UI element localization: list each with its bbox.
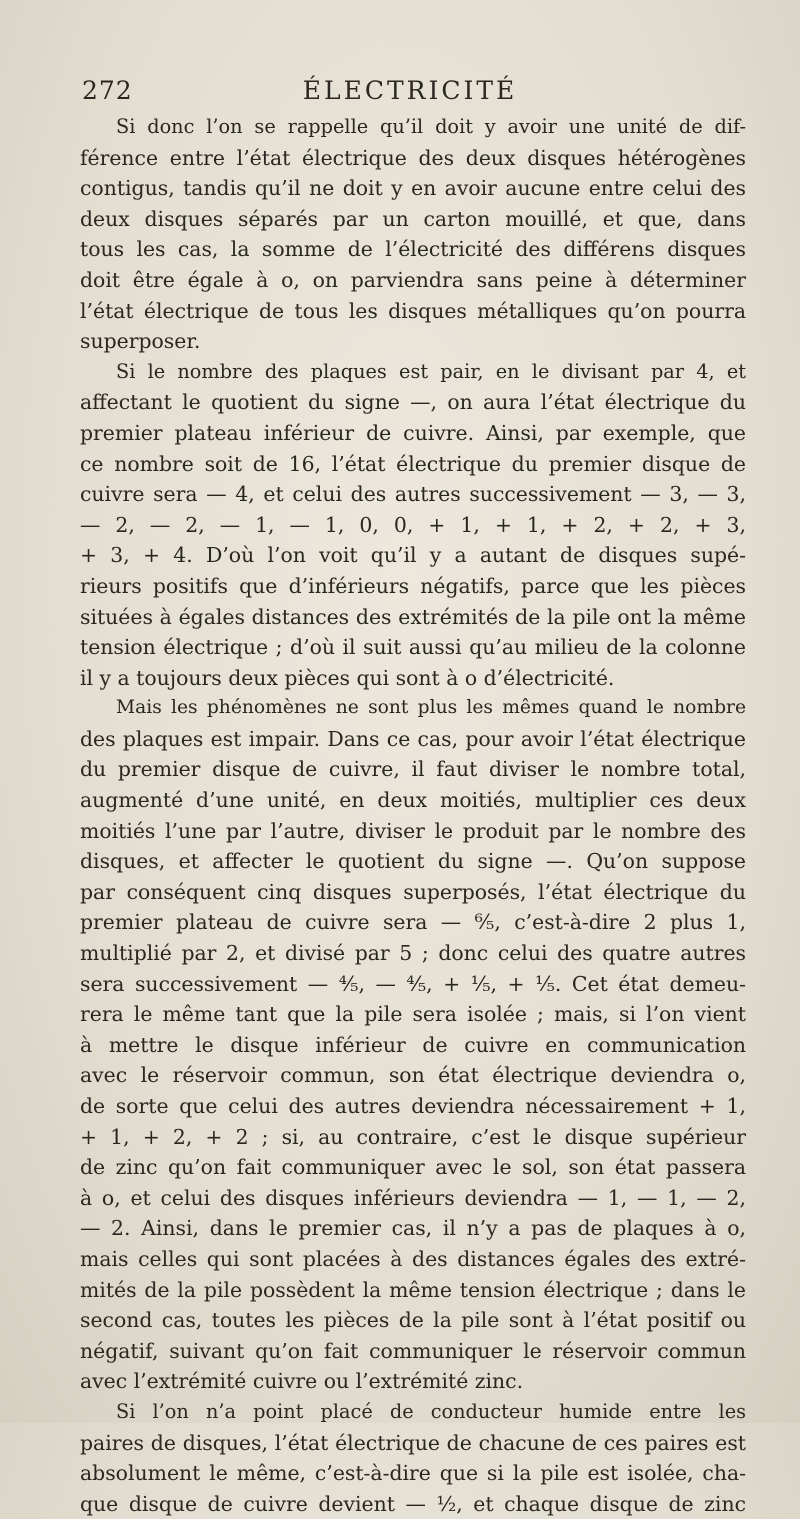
text-line: cuivre sera — 4, et celui des autres successivement — 3, — 3, — [80, 482, 746, 507]
text-line: premier plateau de cuivre sera — ⁶⁄₅, c’est-à-dire 2 plus 1, — [80, 910, 746, 935]
paragraph-1 — [80, 112, 746, 357]
text-line: premier plateau inférieur de cuivre. Ainsi, par exemple, que — [80, 420, 746, 445]
text-line: moitiés l’une par l’autre, diviser le produit par le nombre des — [80, 818, 746, 843]
text-line: + 3, + 4. D’où l’on voit qu’il y a autant de disques supé- — [80, 543, 746, 568]
text-line: que disque de cuivre devient — ½, et chaque disque de zinc — [80, 1491, 746, 1516]
text-line: de zinc qu’on fait communiquer avec le sol, son état passera — [80, 1155, 746, 1180]
text-line: de sorte que celui des autres deviendra nécessairement + 1, — [80, 1094, 746, 1118]
text-line: avec l’extrémité cuivre ou l’extrémité zinc. — [80, 1369, 524, 1394]
text-line: négatif, suivant qu’on fait communiquer le réservoir commun — [80, 1338, 746, 1363]
text-line: absolument le même, c’est-à-dire que si la pile est isolée, cha- — [80, 1461, 746, 1486]
text-line: Si donc l’on se rappelle qu’il doit y avoir une unité de dif- — [116, 115, 746, 138]
text-line: disques, et affecter le quotient du signe —. Qu’on suppose — [80, 849, 746, 874]
text-line: mais celles qui sont placées à des distances égales des extré- — [80, 1246, 746, 1271]
text-line: doit être égale à o, on parviendra sans peine à déterminer — [80, 267, 746, 292]
text-line: du premier disque de cuivre, il faut diviser le nombre total, — [80, 757, 746, 782]
text-line: situées à égales distances des extrémités de la pile ont la même — [80, 604, 746, 629]
paragraph-2 — [80, 357, 746, 694]
running-title: ÉLECTRICITÉ — [302, 76, 518, 105]
text-line: tension électrique ; d’où il suit aussi qu’au milieu de la colonne — [80, 635, 746, 660]
text-line: rieurs positifs que d’inférieurs négatifs, parce que les pièces — [80, 573, 746, 598]
text-line: il y a toujours deux pièces qui sont à o d’électricité. — [80, 665, 615, 690]
text-line: superposer. — [80, 329, 201, 354]
text-line: deux disques séparés par un carton mouillé, et que, dans — [80, 206, 746, 231]
text-line: + 1, + 2, + 2 ; si, au contraire, c’est le disque supérieur — [80, 1124, 746, 1149]
text-line: mités de la pile possèdent la même tension électrique ; dans le — [80, 1277, 746, 1302]
text-line: Mais les phénomènes ne sont plus les mêmes quand le nombre — [116, 697, 746, 719]
text-line: multiplié par 2, et divisé par 5 ; donc celui des quatre autres — [80, 941, 746, 966]
text-line: à o, et celui des disques inférieurs deviendra — 1, — 1, — 2, — [80, 1185, 746, 1210]
text-line: l’état électrique de tous les disques métalliques qu’on pourra — [80, 298, 746, 323]
text-line: Si le nombre des plaques est pair, en le divisant par 4, et — [116, 359, 746, 383]
text-line: tous les cas, la somme de l’électricité des différens disques — [80, 237, 746, 262]
text-line: sera successivement — ⁴⁄₅, — ⁴⁄₅, + ¹⁄₅, + ¹⁄₅. Cet état demeu- — [80, 971, 746, 996]
text-line: férence entre l’état électrique des deux disques hétérogènes — [80, 145, 746, 170]
text-line: paires de disques, l’état électrique de chacune de ces paires est — [80, 1430, 746, 1455]
text-line: des plaques est impair. Dans ce cas, pour avoir l’état électrique — [80, 726, 746, 751]
text-line: contigus, tandis qu’il ne doit y en avoir aucune entre celui des — [80, 176, 746, 201]
text-line: affectant le quotient du signe —, on aura l’état électrique du — [80, 390, 746, 415]
text-line: — 2, — 2, — 1, — 1, 0, 0, + 1, + 1, + 2, + 2, + 3, — [80, 512, 746, 537]
text-line: — 2. Ainsi, dans le premier cas, il n’y a pas de plaques à o, — [80, 1216, 746, 1241]
text-line: rera le même tant que la pile sera isolée ; mais, si l’on vient — [80, 1002, 746, 1027]
text-line: avec le réservoir commun, son état électrique deviendra o, — [80, 1063, 746, 1088]
page-header — [80, 76, 740, 110]
paragraph-3 — [80, 693, 746, 1397]
text-line: augmenté d’une unité, en deux moitiés, multiplier ces deux — [80, 788, 746, 813]
text-line: second cas, toutes les pièces de la pile sont à l’état positif ou — [80, 1308, 746, 1333]
text-line: par conséquent cinq disques superposés, l’état électrique du — [80, 879, 746, 904]
paragraph-4 — [80, 1397, 746, 1519]
text-line: à mettre le disque inférieur de cuivre en communication — [80, 1032, 746, 1057]
text-body — [80, 112, 746, 1519]
text-line: ce nombre soit de 16, l’état électrique du premier disque de — [80, 451, 746, 476]
text-line: Si l’on n’a point placé de conducteur humide entre les — [116, 1399, 746, 1423]
page-number: 272 — [82, 76, 133, 105]
